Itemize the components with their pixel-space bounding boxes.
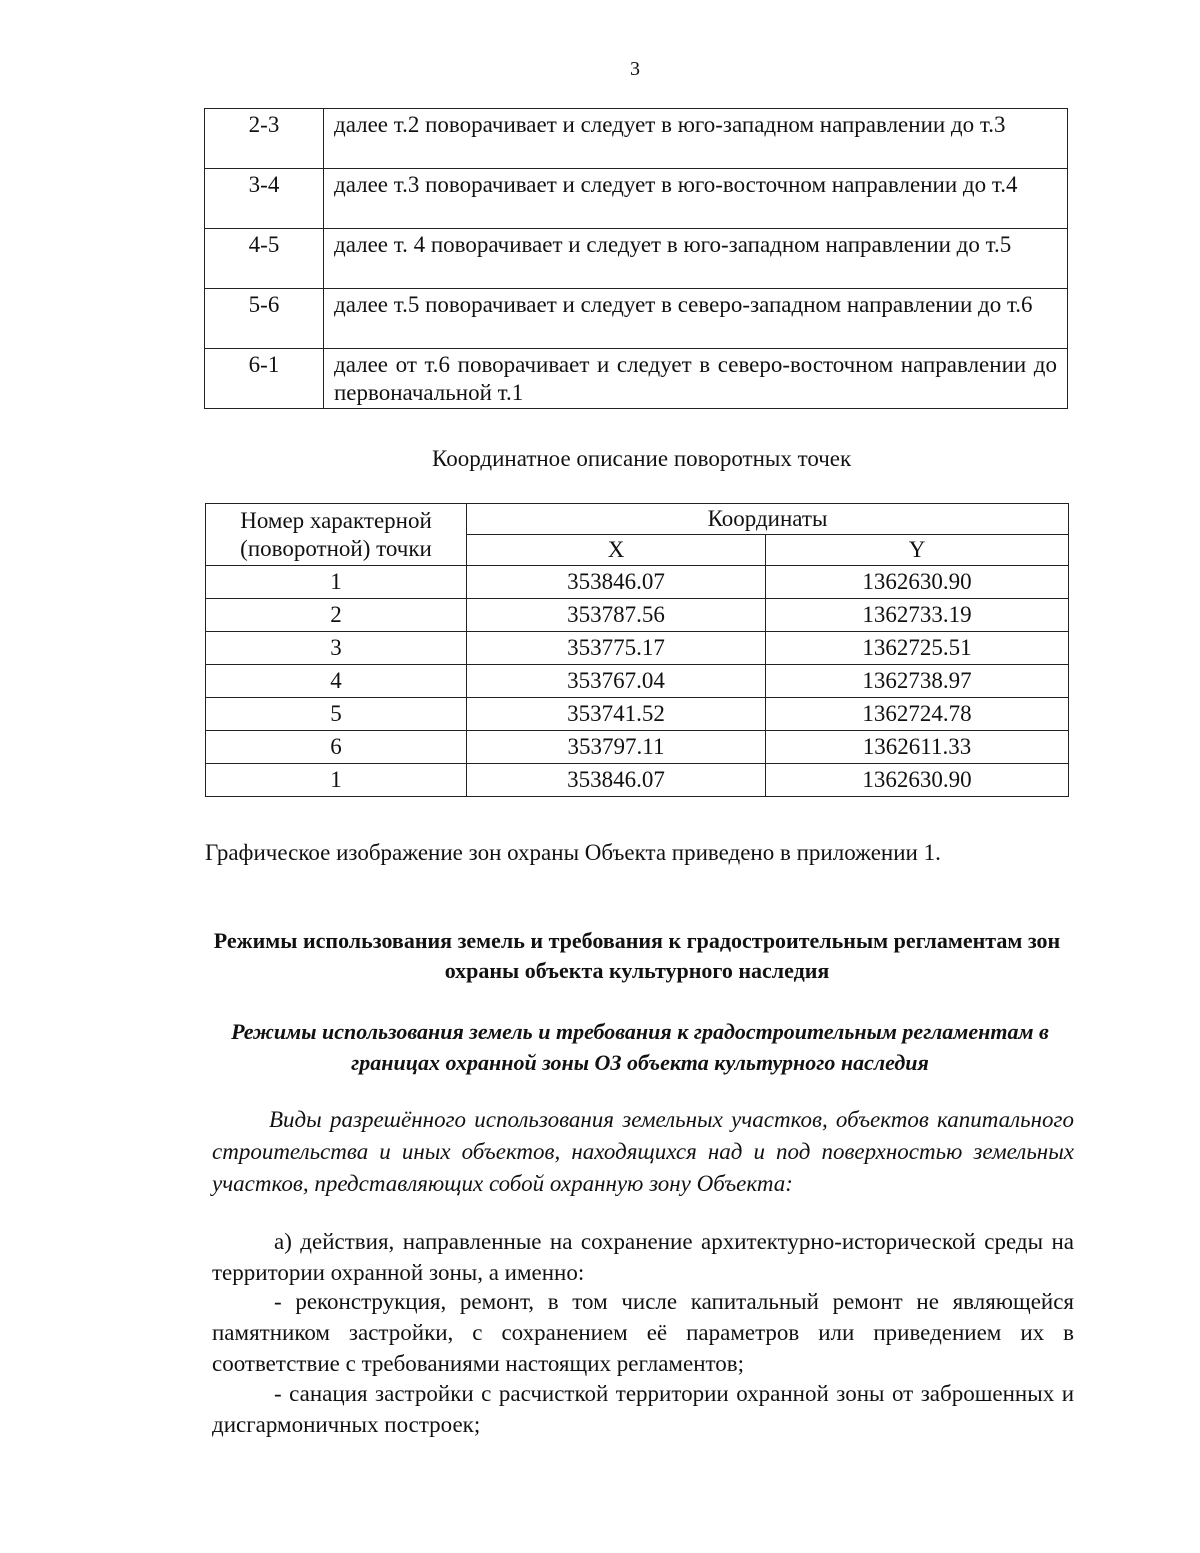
table-row [206, 764, 1069, 797]
table-row [205, 229, 1068, 289]
x-value: 353741.52 [467, 698, 766, 731]
graphic-note: Графическое изображение зон охраны Объекта приведено в приложении 1. [205, 840, 941, 865]
segment-cell: 4-5 [205, 229, 324, 289]
y-header: Y [766, 535, 1069, 566]
y-value: 1362630.90 [766, 566, 1069, 599]
point-number: 2 [206, 599, 467, 632]
segment-cell: 6-1 [205, 349, 324, 409]
coordinates-header: Координаты [467, 504, 1069, 535]
segment-cell: 2-3 [205, 109, 324, 169]
x-header: X [467, 535, 766, 566]
coordinates-table [205, 503, 1069, 797]
table-row [205, 289, 1068, 349]
section-heading: Режимы использования земель и требования к градостроительным регламентам зон охраны объекта культурного наследия [213, 928, 1061, 983]
segment-description: далее т.2 поворачивает и следует в юго-западном направлении до т.3 [324, 109, 1068, 169]
table-row [206, 632, 1069, 665]
segment-description: далее т. 4 поворачивает и следует в юго-западном направлении до т.5 [324, 229, 1068, 289]
point-number: 1 [206, 764, 467, 797]
header-row [206, 504, 1069, 535]
y-value: 1362724.78 [766, 698, 1069, 731]
table-row [206, 698, 1069, 731]
table-row [206, 731, 1069, 764]
table-row [206, 665, 1069, 698]
x-value: 353797.11 [467, 731, 766, 764]
segment-cell: 5-6 [205, 289, 324, 349]
table-row [205, 169, 1068, 229]
table-row [206, 599, 1069, 632]
point-number: 1 [206, 566, 467, 599]
y-value: 1362611.33 [766, 731, 1069, 764]
intro-paragraph: Виды разрешённого использования земельных участков, объектов капитального строительства и иных объектов, находящихся над и под поверхностью земельных участков, представляющих собой охранную зону Объекта: [212, 1107, 1074, 1196]
table-row [206, 566, 1069, 599]
segment-description: далее от т.6 поворачивает и следует в северо-восточном направлении до первоначальной т.1 [324, 349, 1068, 409]
subsection-heading: Режимы использования земель и требования к градостроительным регламентам в границах охранной зоны ОЗ объекта культурного наследия [231, 1019, 1049, 1075]
page-number: 3 [630, 58, 640, 80]
boundary-description-table [204, 108, 1068, 409]
coordinates-caption: Координатное описание поворотных точек [432, 446, 852, 471]
x-value: 353767.04 [467, 665, 766, 698]
point-number: 6 [206, 731, 467, 764]
list-item-a: а) действия, направленные на сохранение архитектурно-исторической среды на территории охранной зоны, а именно: [212, 1229, 1074, 1285]
point-number: 4 [206, 665, 467, 698]
y-value: 1362738.97 [766, 665, 1069, 698]
segment-description: далее т.3 поворачивает и следует в юго-восточном направлении до т.4 [324, 169, 1068, 229]
list-item-dash: - реконструкция, ремонт, в том числе капитальный ремонт не являющейся памятником застройки, с сохранением её параметров или приведением их в соответствие с требованиями настоящих регламентов; [212, 1289, 1074, 1376]
point-number: 3 [206, 632, 467, 665]
table-row [205, 109, 1068, 169]
list-item-dash: - санация застройки с расчисткой территории охранной зоны от заброшенных и дисгармоничных построек; [212, 1381, 1074, 1437]
x-value: 353846.07 [467, 566, 766, 599]
y-value: 1362725.51 [766, 632, 1069, 665]
table-row [205, 349, 1068, 409]
y-value: 1362630.90 [766, 764, 1069, 797]
point-number: 5 [206, 698, 467, 731]
x-value: 353775.17 [467, 632, 766, 665]
y-value: 1362733.19 [766, 599, 1069, 632]
segment-description: далее т.5 поворачивает и следует в северо-западном направлении до т.6 [324, 289, 1068, 349]
x-value: 353846.07 [467, 764, 766, 797]
x-value: 353787.56 [467, 599, 766, 632]
segment-cell: 3-4 [205, 169, 324, 229]
point-number-header: Номер характерной (поворотной) точки [206, 504, 467, 566]
